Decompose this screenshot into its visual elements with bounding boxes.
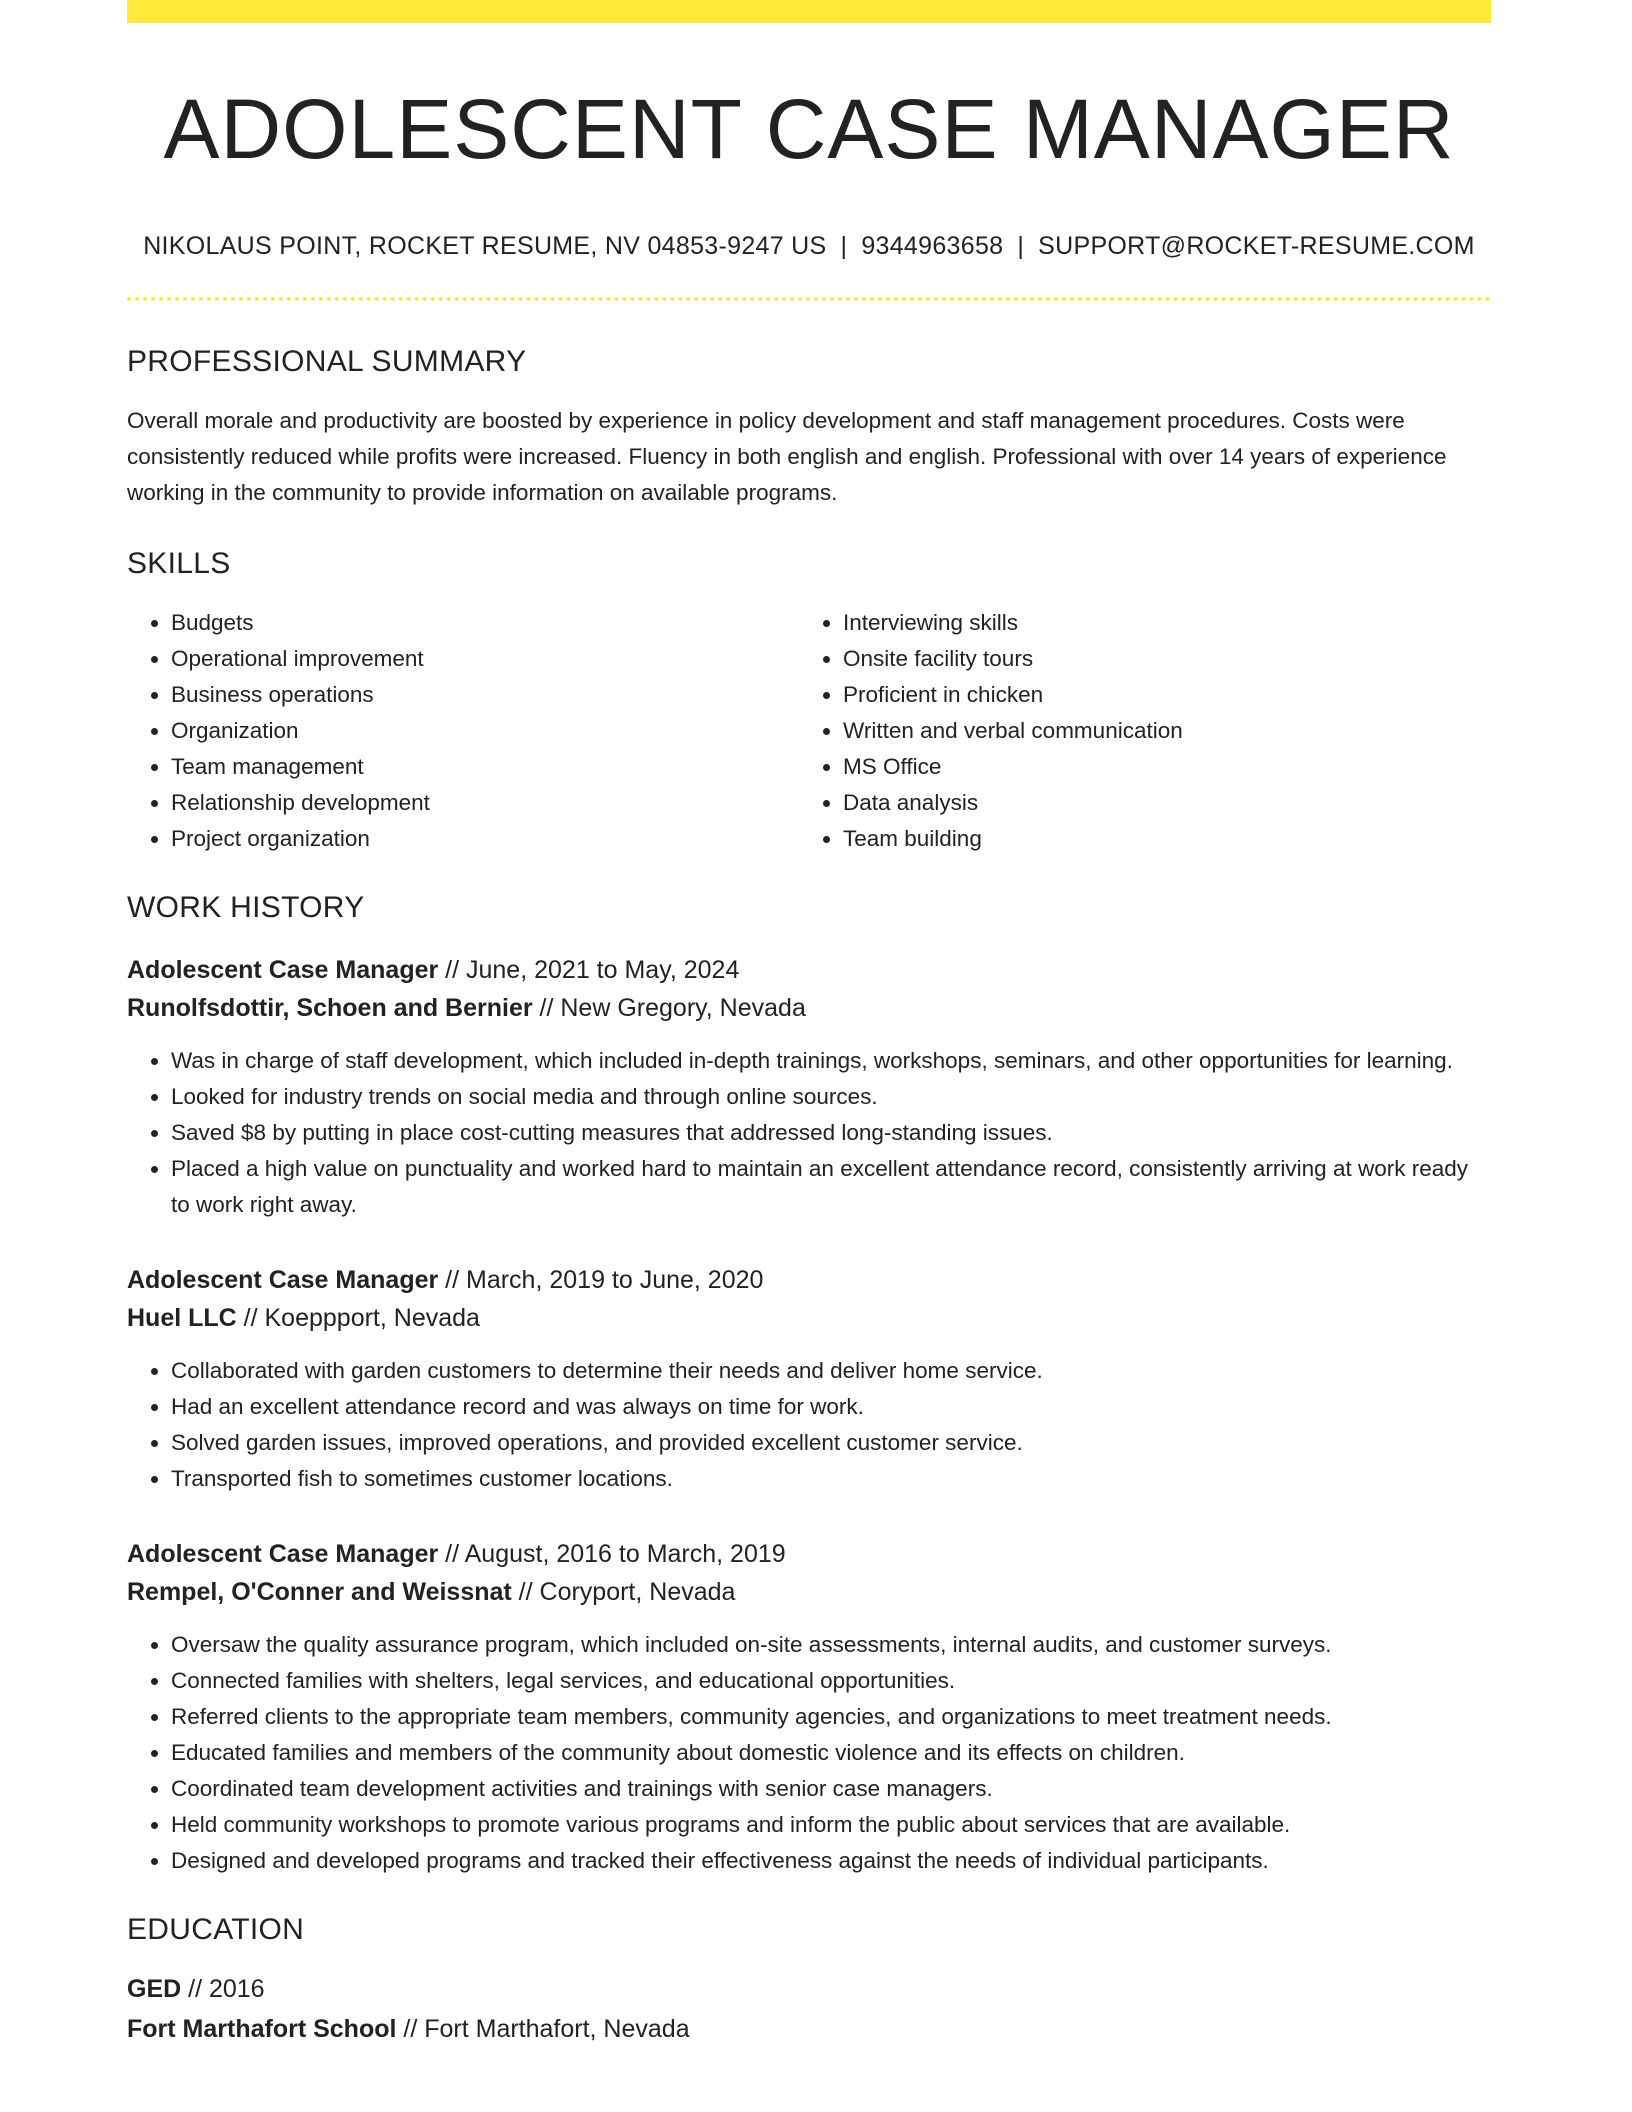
- contact-address: NIKOLAUS POINT, ROCKET RESUME, NV 04853-9247 US: [143, 232, 827, 261]
- job-bullet: • Educated families and members of the community about domestic violence and its effects on children.: [171, 1735, 1491, 1771]
- job-bullets: [127, 1353, 1491, 1497]
- header-divider: [127, 297, 1491, 301]
- skills-list: [127, 605, 1491, 857]
- job-bullet: • Had an excellent attendance record and was always on time for work.: [171, 1389, 1491, 1425]
- job-bullet: • Collaborated with garden customers to determine their needs and deliver home service.: [171, 1353, 1491, 1389]
- job-bullet: • Transported fish to sometimes customer locations.: [171, 1461, 1491, 1497]
- degree-year: // 2016: [181, 1975, 265, 2004]
- skill-item: • Proficient in chicken: [843, 677, 1183, 713]
- skill-item: • Onsite facility tours: [843, 641, 1183, 677]
- skill-item: • Organization: [171, 713, 799, 749]
- skills-heading: SKILLS: [127, 547, 231, 581]
- job-title-line: [127, 951, 1491, 989]
- education-entry: [127, 1969, 1491, 2049]
- company-location: // Coryport, Nevada: [511, 1578, 736, 1607]
- skill-item: • Business operations: [171, 677, 799, 713]
- degree-line: [127, 1969, 1491, 2009]
- skill-item: • Budgets: [171, 605, 799, 641]
- job-bullet: • Held community workshops to promote various programs and inform the public about services that are available.: [171, 1807, 1491, 1843]
- job-bullet: • Referred clients to the appropriate team members, community agencies, and organizations to meet treatment needs.: [171, 1699, 1491, 1735]
- contact-phone: 9344963658: [861, 232, 1004, 261]
- job-bullet: • Connected families with shelters, legal services, and educational opportunities.: [171, 1663, 1491, 1699]
- company-location: // New Gregory, Nevada: [532, 994, 806, 1023]
- summary-text: Overall morale and productivity are boosted by experience in policy development and staff management procedures. Costs were consistently reduced while profits were increased. Fluency in both english and english. Professional with over 14 years of experience working in the community to provide information on available programs.: [127, 408, 1447, 506]
- school-location: // Fort Marthafort, Nevada: [396, 2015, 690, 2044]
- skills-column-right: [799, 605, 1183, 857]
- school-line: [127, 2009, 1491, 2049]
- education-heading: EDUCATION: [127, 1913, 305, 1947]
- degree-name: GED: [127, 1975, 182, 2004]
- accent-top-bar: [127, 0, 1491, 23]
- skill-item: • Team management: [171, 749, 799, 785]
- job-bullet: • Saved $8 by putting in place cost-cutting measures that addressed long-standing issues.: [171, 1115, 1491, 1151]
- company-name: Rempel, O'Conner and Weissnat: [127, 1578, 512, 1607]
- job-bullet: • Solved garden issues, improved operations, and provided excellent customer service.: [171, 1425, 1491, 1461]
- company-line: [127, 1299, 1491, 1337]
- company-name: Huel LLC: [127, 1304, 237, 1333]
- job-dates: // June, 2021 to May, 2024: [438, 956, 740, 985]
- job-entry: [127, 1535, 1491, 1879]
- contact-email: SUPPORT@ROCKET-RESUME.COM: [1038, 232, 1475, 261]
- skill-item: • MS Office: [843, 749, 1183, 785]
- job-bullet: • Designed and developed programs and tracked their effectiveness against the needs of individual participants.: [171, 1843, 1491, 1879]
- skill-item: • Project organization: [171, 821, 799, 857]
- summary-heading: PROFESSIONAL SUMMARY: [127, 345, 527, 379]
- job-title: Adolescent Case Manager: [127, 1266, 439, 1295]
- job-bullet: • Coordinated team development activities and trainings with senior case managers.: [171, 1771, 1491, 1807]
- contact-line: [127, 232, 1491, 261]
- job-title: Adolescent Case Manager: [127, 956, 439, 985]
- job-dates: // August, 2016 to March, 2019: [438, 1540, 786, 1569]
- job-dates: // March, 2019 to June, 2020: [438, 1266, 764, 1295]
- job-title: Adolescent Case Manager: [127, 1540, 439, 1569]
- work-history-heading: WORK HISTORY: [127, 891, 365, 925]
- company-line: [127, 989, 1491, 1027]
- job-bullet: • Placed a high value on punctuality and worked hard to maintain an excellent attendance record, consistently arriving at work ready to work right away.: [171, 1151, 1491, 1223]
- skill-item: • Data analysis: [843, 785, 1183, 821]
- job-entry: [127, 951, 1491, 1223]
- resume-title: ADOLESCENT CASE MANAGER: [163, 82, 1455, 176]
- skill-item: • Interviewing skills: [843, 605, 1183, 641]
- contact-separator: |: [840, 232, 848, 261]
- skill-item: • Written and verbal communication: [843, 713, 1183, 749]
- job-bullets: [127, 1627, 1491, 1879]
- job-bullet: • Looked for industry trends on social media and through online sources.: [171, 1079, 1491, 1115]
- skill-item: • Operational improvement: [171, 641, 799, 677]
- job-title-line: [127, 1261, 1491, 1299]
- skills-column-left: [127, 605, 799, 857]
- company-location: // Koeppport, Nevada: [236, 1304, 480, 1333]
- company-line: [127, 1573, 1491, 1611]
- skill-item: • Relationship development: [171, 785, 799, 821]
- job-bullets: [127, 1043, 1491, 1223]
- job-entry: [127, 1261, 1491, 1497]
- job-bullet: • Oversaw the quality assurance program, which included on-site assessments, internal audits, and customer surveys.: [171, 1627, 1491, 1663]
- job-bullet: • Was in charge of staff development, which included in-depth trainings, workshops, seminars, and other opportunities for learning.: [171, 1043, 1491, 1079]
- school-name: Fort Marthafort School: [127, 2015, 397, 2044]
- company-name: Runolfsdottir, Schoen and Bernier: [127, 994, 533, 1023]
- contact-separator: |: [1017, 232, 1025, 261]
- skill-item: • Team building: [843, 821, 1183, 857]
- resume-page: [127, 0, 1491, 2049]
- job-title-line: [127, 1535, 1491, 1573]
